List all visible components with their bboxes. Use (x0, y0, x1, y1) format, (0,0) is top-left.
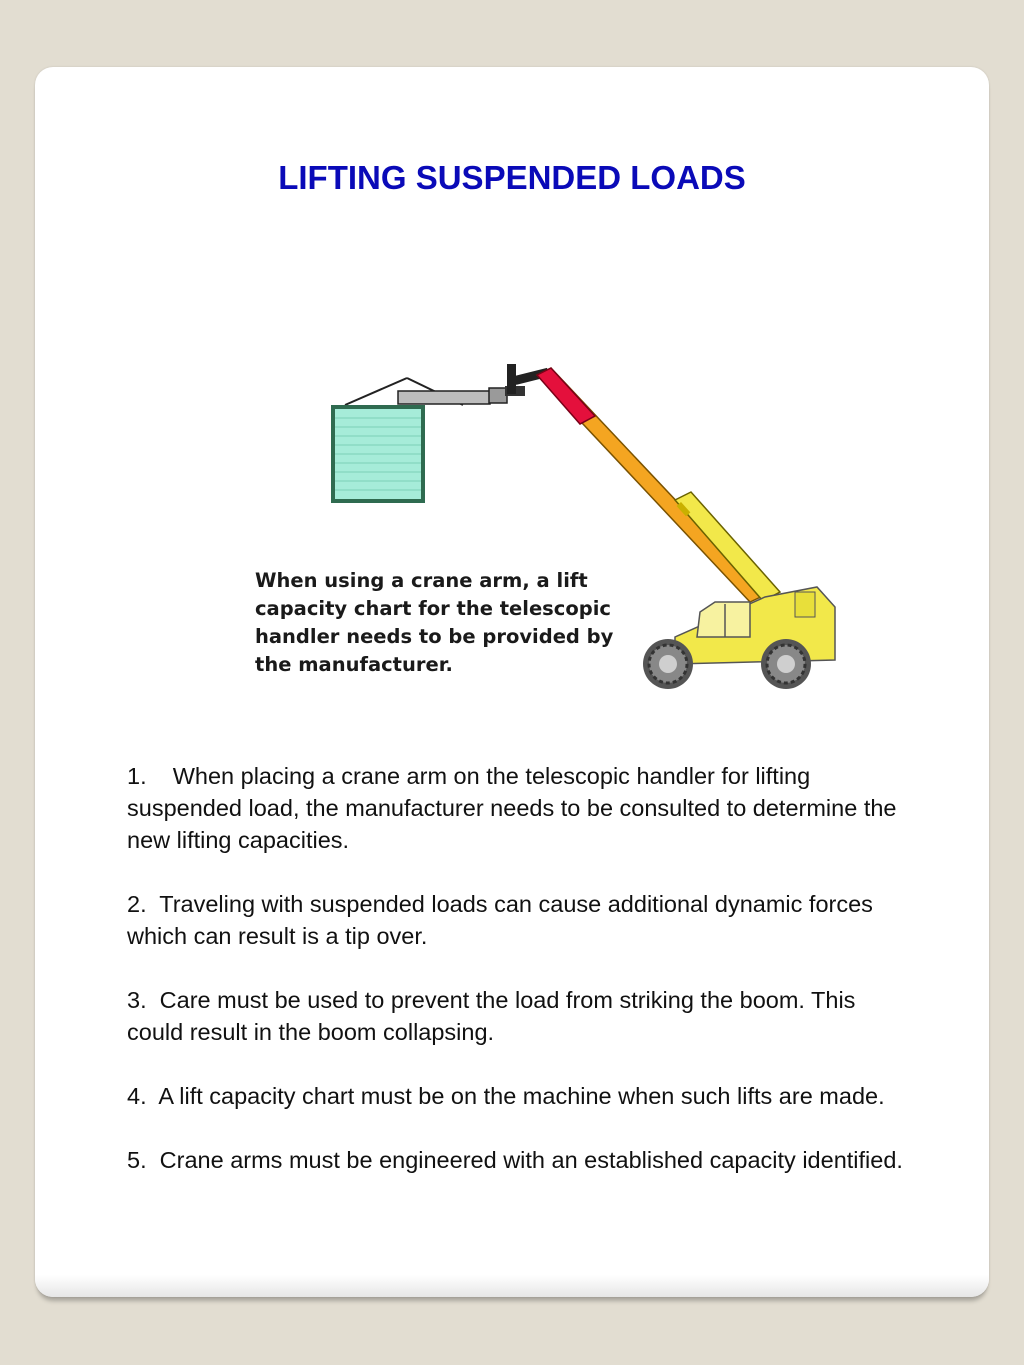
list-item: 3. Care must be used to prevent the load from striking the boom. This could result in the boom collapsing. (127, 987, 862, 1045)
bullet-list (127, 760, 917, 1208)
list-item: 1. When placing a crane arm on the telescopic handler for lifting suspended load, the manufacturer needs to be consulted to determine the new lifting capacities. (127, 763, 904, 853)
front-wheel (643, 639, 693, 689)
telehandler-illustration (205, 292, 855, 712)
slide-card (35, 67, 989, 1297)
rear-wheel (761, 639, 811, 689)
list-item: 4. A lift capacity chart must be on the machine when such lifts are made. (127, 1083, 885, 1109)
card-bottom-shade (35, 1275, 989, 1297)
list-item: 2. Traveling with suspended loads can cause additional dynamic forces which can result is a tip over. (127, 891, 880, 949)
figure-caption: When using a crane arm, a lift capacity chart for the telescopic handler needs to be provided by the manufacturer. (255, 569, 614, 676)
slide-title: LIFTING SUSPENDED LOADS (278, 159, 746, 196)
list-item: 5. Crane arms must be engineered with an established capacity identified. (127, 1147, 903, 1173)
